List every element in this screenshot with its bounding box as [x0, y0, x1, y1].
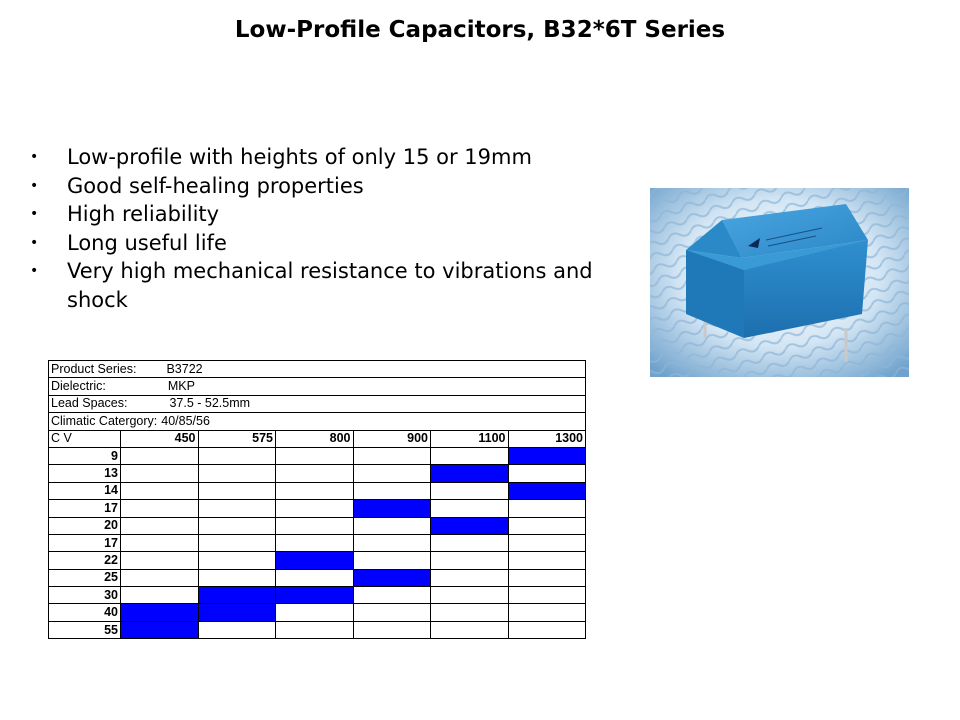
availability-cell-filled [508, 447, 586, 464]
availability-cell [431, 500, 509, 517]
bullet-dot-icon: • [30, 234, 39, 251]
availability-cell [198, 517, 276, 534]
bullet-item [30, 143, 630, 172]
slide-title: Low-Profile Capacitors, B32*6T Series [234, 17, 726, 43]
availability-cell-filled [198, 604, 276, 621]
availability-cell [353, 552, 431, 569]
availability-cell [508, 552, 586, 569]
availability-cell [353, 465, 431, 482]
availability-cell [276, 604, 354, 621]
availability-cell [198, 447, 276, 464]
bullet-text: High reliability [67, 202, 220, 227]
capacitance-label: 17 [49, 534, 121, 551]
bullet-dot-icon: • [30, 177, 39, 194]
availability-cell [508, 604, 586, 621]
voltage-header: 900 [353, 430, 431, 447]
bullet-text: Very high mechanical resistance to vibrations and shock [67, 259, 593, 312]
availability-cell [121, 587, 199, 604]
capacitance-label: 55 [49, 621, 121, 638]
availability-cell [121, 552, 199, 569]
availability-cell [353, 482, 431, 499]
bullet-item [30, 257, 630, 314]
availability-cell [353, 621, 431, 638]
availability-cell [121, 517, 199, 534]
availability-cell [508, 587, 586, 604]
capacitance-label: 20 [49, 517, 121, 534]
bullet-item [30, 200, 630, 229]
capacitance-label: 40 [49, 604, 121, 621]
availability-cell-filled [276, 587, 354, 604]
availability-cell [121, 447, 199, 464]
info-value: 40/85/56 [161, 413, 210, 428]
availability-cell [508, 621, 586, 638]
voltage-header: 575 [198, 430, 276, 447]
capacitance-row [49, 552, 586, 569]
availability-cell-filled [353, 569, 431, 586]
availability-cell-filled [508, 482, 586, 499]
capacitance-row [49, 517, 586, 534]
info-row-climatic-category [49, 413, 586, 430]
availability-cell [353, 604, 431, 621]
spec-table [48, 360, 586, 639]
availability-cell [276, 500, 354, 517]
availability-cell-filled [121, 604, 199, 621]
voltage-header: 1300 [508, 430, 586, 447]
bullet-dot-icon: • [30, 263, 39, 280]
availability-cell [276, 517, 354, 534]
availability-cell [276, 534, 354, 551]
capacitance-row [49, 482, 586, 499]
availability-cell-filled [198, 587, 276, 604]
availability-cell-filled [431, 517, 509, 534]
availability-cell [431, 569, 509, 586]
availability-cell [508, 517, 586, 534]
capacitance-label: 9 [49, 447, 121, 464]
availability-cell [276, 482, 354, 499]
availability-cell [276, 447, 354, 464]
info-label: Climatic Catergory: [51, 413, 158, 428]
availability-cell [121, 569, 199, 586]
bullet-dot-icon: • [30, 206, 39, 223]
info-row-lead-spaces [49, 395, 586, 412]
availability-cell-filled [353, 500, 431, 517]
availability-cell [353, 534, 431, 551]
availability-cell [276, 621, 354, 638]
capacitance-label: 30 [49, 587, 121, 604]
info-value: B3722 [166, 361, 203, 376]
info-value: MKP [167, 379, 195, 394]
info-value: 37.5 - 52.5mm [169, 396, 251, 411]
availability-cell [353, 447, 431, 464]
capacitance-row [49, 587, 586, 604]
availability-cell [198, 534, 276, 551]
availability-cell [508, 500, 586, 517]
info-row-dielectric [49, 378, 586, 395]
availability-cell [431, 482, 509, 499]
availability-cell [121, 500, 199, 517]
availability-cell [276, 465, 354, 482]
capacitance-label: 13 [49, 465, 121, 482]
capacitance-row [49, 465, 586, 482]
capacitance-row [49, 604, 586, 621]
bullet-item [30, 229, 630, 258]
capacitance-row [49, 621, 586, 638]
capacitance-label: 22 [49, 552, 121, 569]
availability-cell [508, 465, 586, 482]
bullet-dot-icon: • [30, 149, 39, 165]
availability-cell [431, 534, 509, 551]
capacitance-row [49, 447, 586, 464]
availability-cell-filled [121, 621, 199, 638]
capacitor-image [650, 188, 909, 377]
availability-cell [431, 447, 509, 464]
availability-cell [431, 552, 509, 569]
corner-label: C V [49, 430, 121, 447]
capacitance-label: 17 [49, 500, 121, 517]
voltage-header: 800 [276, 430, 354, 447]
capacitor-photo [650, 188, 909, 377]
info-label: Product Series: [51, 361, 137, 376]
info-label: Lead Spaces: [51, 396, 128, 411]
voltage-header-row [49, 430, 586, 447]
bullet-text: Low-profile with heights of only 15 or 19mm [67, 145, 532, 169]
availability-cell [276, 569, 354, 586]
capacitance-row [49, 534, 586, 551]
voltage-header: 450 [121, 430, 199, 447]
capacitance-label: 25 [49, 569, 121, 586]
availability-cell [198, 482, 276, 499]
availability-cell [508, 569, 586, 586]
availability-cell [508, 534, 586, 551]
bullet-text: Good self-healing properties [67, 173, 364, 198]
availability-cell-filled [276, 552, 354, 569]
availability-cell [198, 500, 276, 517]
availability-cell [198, 569, 276, 586]
info-row-product-series [49, 361, 586, 378]
availability-cell [431, 621, 509, 638]
availability-cell [198, 552, 276, 569]
capacitance-row [49, 569, 586, 586]
availability-cell [121, 465, 199, 482]
capacitance-label: 14 [49, 482, 121, 499]
info-label: Dielectric: [51, 379, 106, 394]
availability-cell [431, 604, 509, 621]
availability-cell-filled [431, 465, 509, 482]
voltage-header: 1100 [431, 430, 509, 447]
feature-list [30, 143, 630, 315]
availability-cell [121, 482, 199, 499]
availability-cell [121, 534, 199, 551]
capacitance-row [49, 500, 586, 517]
bullet-item [30, 172, 630, 201]
bullet-text: Long useful life [67, 230, 227, 255]
availability-cell [353, 587, 431, 604]
availability-cell [431, 587, 509, 604]
availability-cell [198, 465, 276, 482]
availability-cell [353, 517, 431, 534]
availability-cell [198, 621, 276, 638]
